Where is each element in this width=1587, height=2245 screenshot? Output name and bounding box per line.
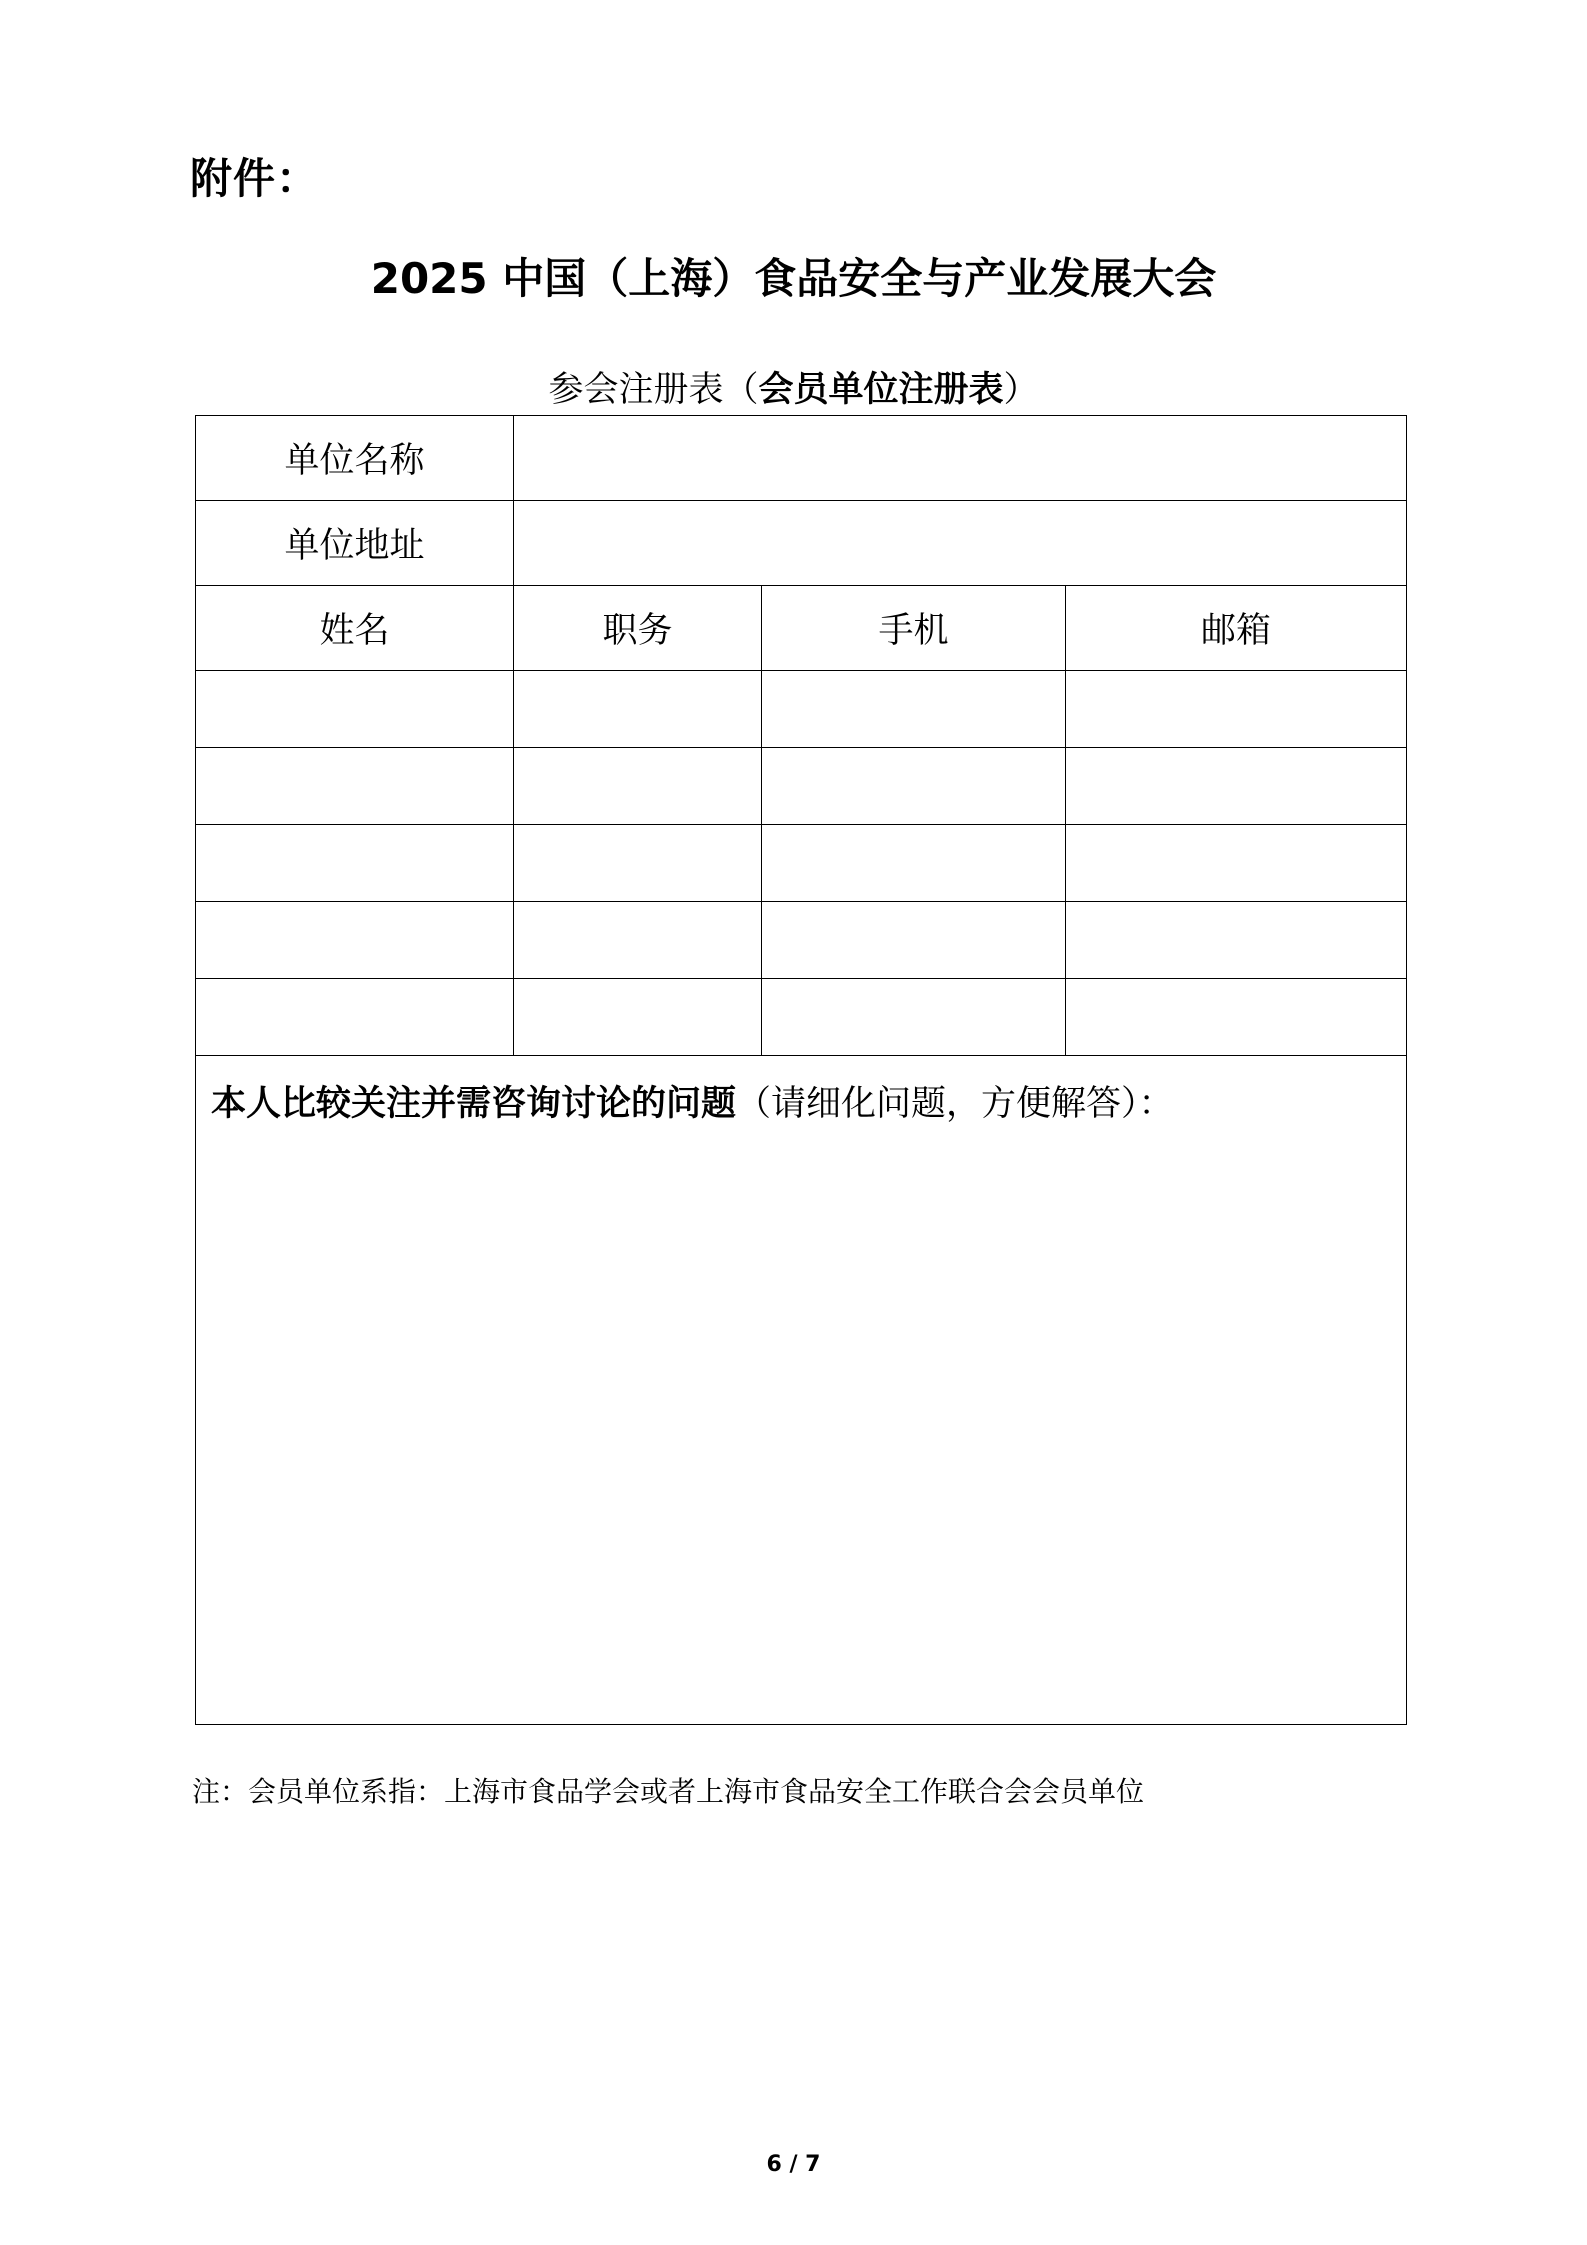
subtitle-suffix: ）: [1003, 370, 1039, 410]
attendee-position-cell[interactable]: [514, 748, 762, 825]
column-header-mobile: 手机: [762, 586, 1066, 671]
unit-address-label: 单位地址: [196, 501, 514, 586]
attendee-row: [196, 979, 1407, 1056]
unit-name-row: [196, 416, 1407, 501]
attendee-email-cell[interactable]: [1066, 979, 1407, 1056]
questions-prompt-hint: （请细化问题，方便解答）：: [736, 1084, 1174, 1124]
attendee-header-row: [196, 586, 1407, 671]
unit-name-label: 单位名称: [196, 416, 514, 501]
form-subtitle: [0, 362, 1587, 412]
footnote: 注：会员单位系指：上海市食品学会或者上海市食品安全工作联合会会员单位: [192, 1775, 1145, 1808]
registration-table: [195, 415, 1407, 1725]
attendee-email-cell[interactable]: [1066, 902, 1407, 979]
attendee-mobile-cell[interactable]: [762, 979, 1066, 1056]
attendee-position-cell[interactable]: [514, 825, 762, 902]
attendee-email-cell[interactable]: [1066, 825, 1407, 902]
attendee-name-cell[interactable]: [196, 825, 514, 902]
attendee-name-cell[interactable]: [196, 902, 514, 979]
attendee-row: [196, 671, 1407, 748]
unit-address-row: [196, 501, 1407, 586]
attendee-name-cell[interactable]: [196, 748, 514, 825]
attendee-row: [196, 748, 1407, 825]
questions-prompt-bold: 本人比较关注并需咨询讨论的问题: [211, 1084, 737, 1124]
column-header-position: 职务: [514, 586, 762, 671]
attendee-mobile-cell[interactable]: [762, 902, 1066, 979]
questions-prompt: [196, 1056, 1406, 1126]
attendee-email-cell[interactable]: [1066, 748, 1407, 825]
unit-address-field[interactable]: [514, 501, 1407, 586]
unit-name-field[interactable]: [514, 416, 1407, 501]
attendee-position-cell[interactable]: [514, 902, 762, 979]
attachment-label: 附件：: [190, 154, 320, 203]
attendee-email-cell[interactable]: [1066, 671, 1407, 748]
attendee-row: [196, 825, 1407, 902]
questions-cell[interactable]: [196, 1056, 1407, 1725]
attendee-position-cell[interactable]: [514, 979, 762, 1056]
subtitle-bold: 会员单位注册表: [758, 370, 1004, 410]
document-title: 2025 中国（上海）食品安全与产业发展大会: [370, 254, 1217, 303]
attendee-mobile-cell[interactable]: [762, 825, 1066, 902]
attendee-mobile-cell[interactable]: [762, 671, 1066, 748]
attendee-name-cell[interactable]: [196, 671, 514, 748]
page-number: 6 / 7: [766, 2152, 821, 2177]
subtitle-prefix: 参会注册表（: [548, 370, 759, 410]
attendee-position-cell[interactable]: [514, 671, 762, 748]
attendee-name-cell[interactable]: [196, 979, 514, 1056]
attendee-row: [196, 902, 1407, 979]
attendee-mobile-cell[interactable]: [762, 748, 1066, 825]
questions-row: [196, 1056, 1407, 1725]
column-header-email: 邮箱: [1066, 586, 1407, 671]
column-header-name: 姓名: [196, 586, 514, 671]
